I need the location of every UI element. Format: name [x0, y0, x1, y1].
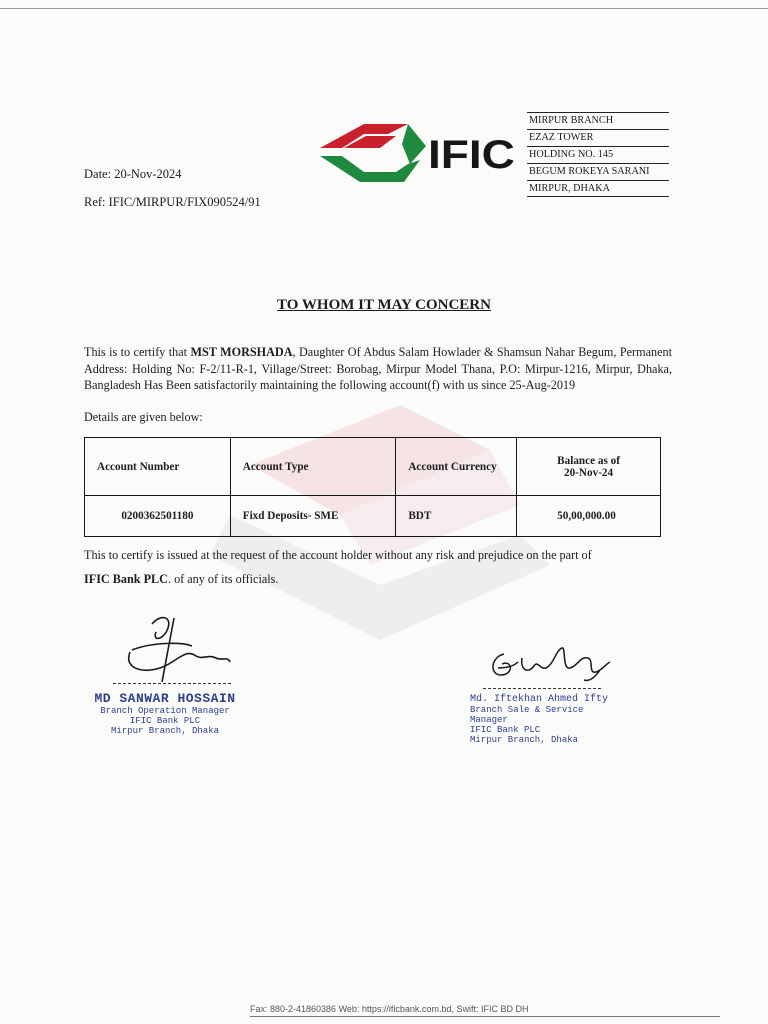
closing-line-2-rest: . of any of its officials. [167, 572, 279, 586]
bank-name: IFIC Bank PLC [84, 572, 168, 586]
right-signatory-title: Branch Sale & Service Manager [470, 705, 584, 725]
header-balance [517, 438, 661, 496]
holder-name: MST MORSHADA [190, 345, 293, 359]
branch-line: EZAZ TOWER [527, 129, 669, 146]
left-signature [112, 612, 242, 684]
ific-wordmark: IFIC [428, 133, 515, 177]
left-signatory-name: MD SANWAR HOSSAIN [94, 691, 236, 706]
closing-line-2 [84, 572, 278, 587]
letter-date: Date: 20-Nov-2024 [84, 167, 182, 181]
left-signatory-title: Branch Operation Manager [100, 706, 230, 716]
letter-heading: TO WHOM IT MAY CONCERN [277, 297, 491, 313]
right-signatory-bank: IFIC Bank PLC [470, 725, 541, 735]
branch-line: HOLDING NO. 145 [527, 146, 669, 163]
right-signatory-name: Md. Iftekhan Ahmed Ifty [470, 694, 609, 705]
cell-account-number: 0200362501180 [85, 496, 231, 537]
branch-address-block [527, 112, 669, 197]
left-signatory-branch: Mirpur Branch, Dhaka [110, 726, 220, 736]
table-header-row [85, 438, 661, 496]
table-row [85, 496, 661, 537]
left-signatory-bank: IFIC Bank PLC [129, 716, 201, 726]
right-signatory-stamp [470, 695, 620, 745]
footer-contact: Fax: 880-2-41860386 Web: https://ificbank.com.bd, Swift: IFIC BD DH [250, 1004, 529, 1014]
account-details-table [84, 437, 661, 537]
left-signatory-stamp [85, 691, 245, 736]
details-label: Details are given below: [84, 410, 203, 424]
header-balance-label: Balance as of [557, 454, 620, 467]
footer-rule [250, 1016, 720, 1017]
right-signature-line [483, 688, 601, 689]
intro-text: This is to certify that [84, 345, 191, 359]
letter-reference: Ref: IFIC/MIRPUR/FIX090524/91 [84, 195, 261, 209]
paragraph-rest: , Daughter Of Abdus Salam Howlader & Shamsun Nahar Begum, Permanent Address: Holding No: F-2/11-R-1, Village/Street: Borobag, Mirpur Model Thana, P.O: Mirpur-1216, Mirpur, Dhaka, Bangladesh Has Been satisfactorily maintaining the following account(f) with us since 25-Aug-2019 [84, 345, 672, 392]
left-signature-line [113, 683, 231, 684]
header-account-currency: Account Currency [396, 438, 517, 496]
cell-account-type: Fixd Deposits- SME [230, 496, 396, 537]
top-rule [0, 8, 768, 9]
closing-line-1: This to certify is issued at the request of the account holder without any risk and prejudice on the part of [84, 548, 592, 562]
cell-balance: 50,00,000.00 [517, 496, 661, 537]
branch-line: MIRPUR BRANCH [527, 112, 669, 129]
cell-account-currency: BDT [396, 496, 517, 537]
certification-paragraph [84, 344, 672, 394]
header-account-type: Account Type [230, 438, 396, 496]
header-balance-date: 20-Nov-24 [564, 466, 614, 479]
right-signature [484, 640, 614, 690]
header-account-number: Account Number [85, 438, 231, 496]
branch-line: BEGUM ROKEYA SARANI [527, 163, 669, 180]
right-signatory-branch: Mirpur Branch, Dhaka [470, 735, 579, 745]
branch-line: MIRPUR, DHAKA [527, 180, 669, 197]
